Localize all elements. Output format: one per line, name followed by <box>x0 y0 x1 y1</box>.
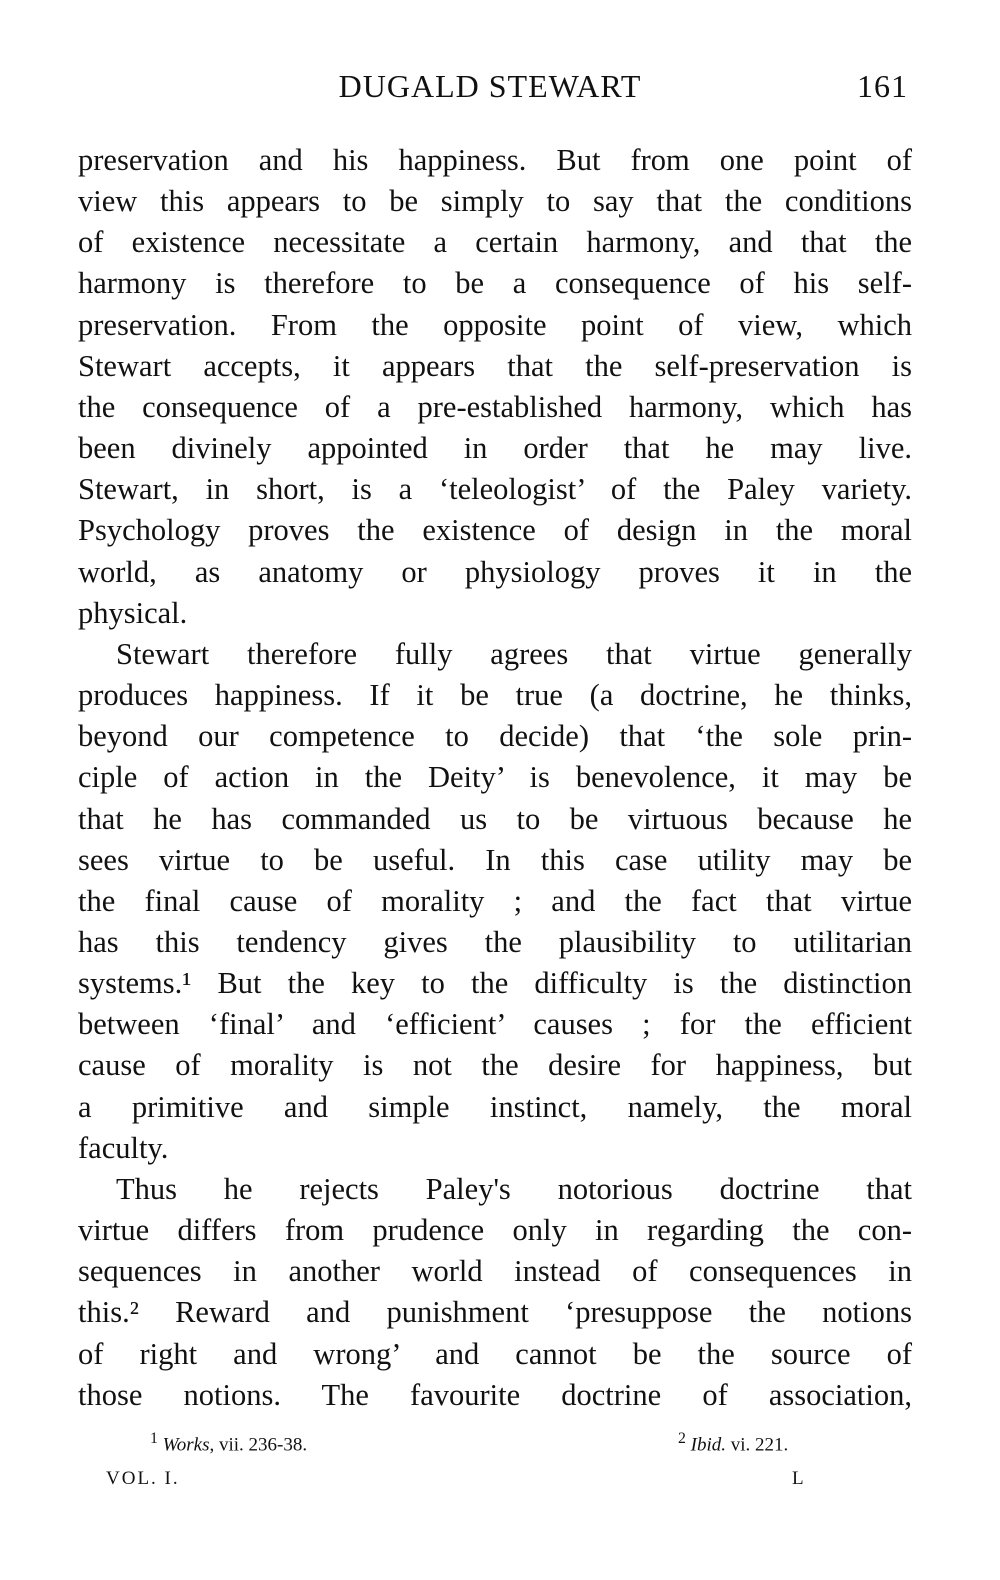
running-title: DUGALD STEWART <box>338 68 642 104</box>
text-line: world, as anatomy or physiology proves it in the <box>78 554 912 589</box>
text-line: Thus he rejects Paley's notorious doctrine that <box>116 1171 912 1206</box>
text-line: of existence necessitate a certain harmony, and that the <box>78 225 912 260</box>
text-line: preservation and his happiness. But from one point of <box>78 143 912 177</box>
text-line: systems.¹ But the key to the difficulty is the distinction <box>78 966 912 1001</box>
text-line: been divinely appointed in order that he may live. <box>78 431 912 466</box>
text-line: sequences in another world instead of consequences in <box>78 1254 912 1289</box>
text-line: between ‘final’ and ‘efficient’ causes ; for the efficient <box>78 1007 912 1042</box>
text-line: cause of morality is not the desire for happiness, but <box>78 1048 912 1083</box>
text-line: the final cause of morality ; and the fact that virtue <box>78 883 912 918</box>
text-line: sees virtue to be useful. In this case utility may be <box>78 842 912 877</box>
text-line: Psychology proves the existence of design in the moral <box>78 513 912 548</box>
text-line: that he has commanded us to be virtuous because he <box>78 801 912 836</box>
text-line: Stewart therefore fully agrees that virtue generally <box>116 636 912 671</box>
text-line: the consequence of a pre-established harmony, which has <box>78 389 912 424</box>
footnote-mark: 2 <box>678 1430 686 1447</box>
text-line: view this appears to be simply to say that the conditions <box>78 184 912 219</box>
volume-signature: VOL. I. <box>106 1468 180 1489</box>
text-line: harmony is therefore to be a consequence of his self- <box>78 266 912 301</box>
text-line: physical. <box>78 595 188 630</box>
text-line: virtue differs from prudence only in regarding the con- <box>78 1213 912 1248</box>
text-line: those notions. The favourite doctrine of association, <box>78 1377 912 1412</box>
text-line: ciple of action in the Deity’ is benevolence, it may be <box>78 760 912 795</box>
footnote-source: Works <box>162 1434 210 1456</box>
signature-mark: L <box>792 1468 806 1489</box>
text-line: Stewart, in short, is a ‘teleologist’ of the Paley variety. <box>78 472 912 507</box>
footnote-mark: 1 <box>150 1430 158 1447</box>
text-line: preservation. From the opposite point of view, which <box>78 307 912 342</box>
text-line: Stewart accepts, it appears that the self-preservation is <box>78 348 912 383</box>
footnote-source: Ibid. <box>690 1434 727 1456</box>
text-line: beyond our competence to decide) that ‘the sole prin- <box>78 719 912 754</box>
text-line: of right and wrong’ and cannot be the source of <box>78 1336 912 1371</box>
page-number: 161 <box>857 68 908 104</box>
body-text <box>78 140 912 1416</box>
footnote-2 <box>678 1430 788 1456</box>
footnote-1 <box>150 1430 307 1456</box>
text-line: a primitive and simple instinct, namely, the moral <box>78 1089 912 1124</box>
text-line: faculty. <box>78 1130 169 1165</box>
text-line: produces happiness. If it be true (a doctrine, he thinks, <box>78 678 912 713</box>
text-line: this.² Reward and punishment ‘presuppose the notions <box>78 1295 912 1330</box>
footnote-ref: , vii. 236-38. <box>209 1434 308 1456</box>
footnote-ref: vi. 221. <box>726 1434 789 1456</box>
text-line: has this tendency gives the plausibility to utilitarian <box>78 924 912 959</box>
